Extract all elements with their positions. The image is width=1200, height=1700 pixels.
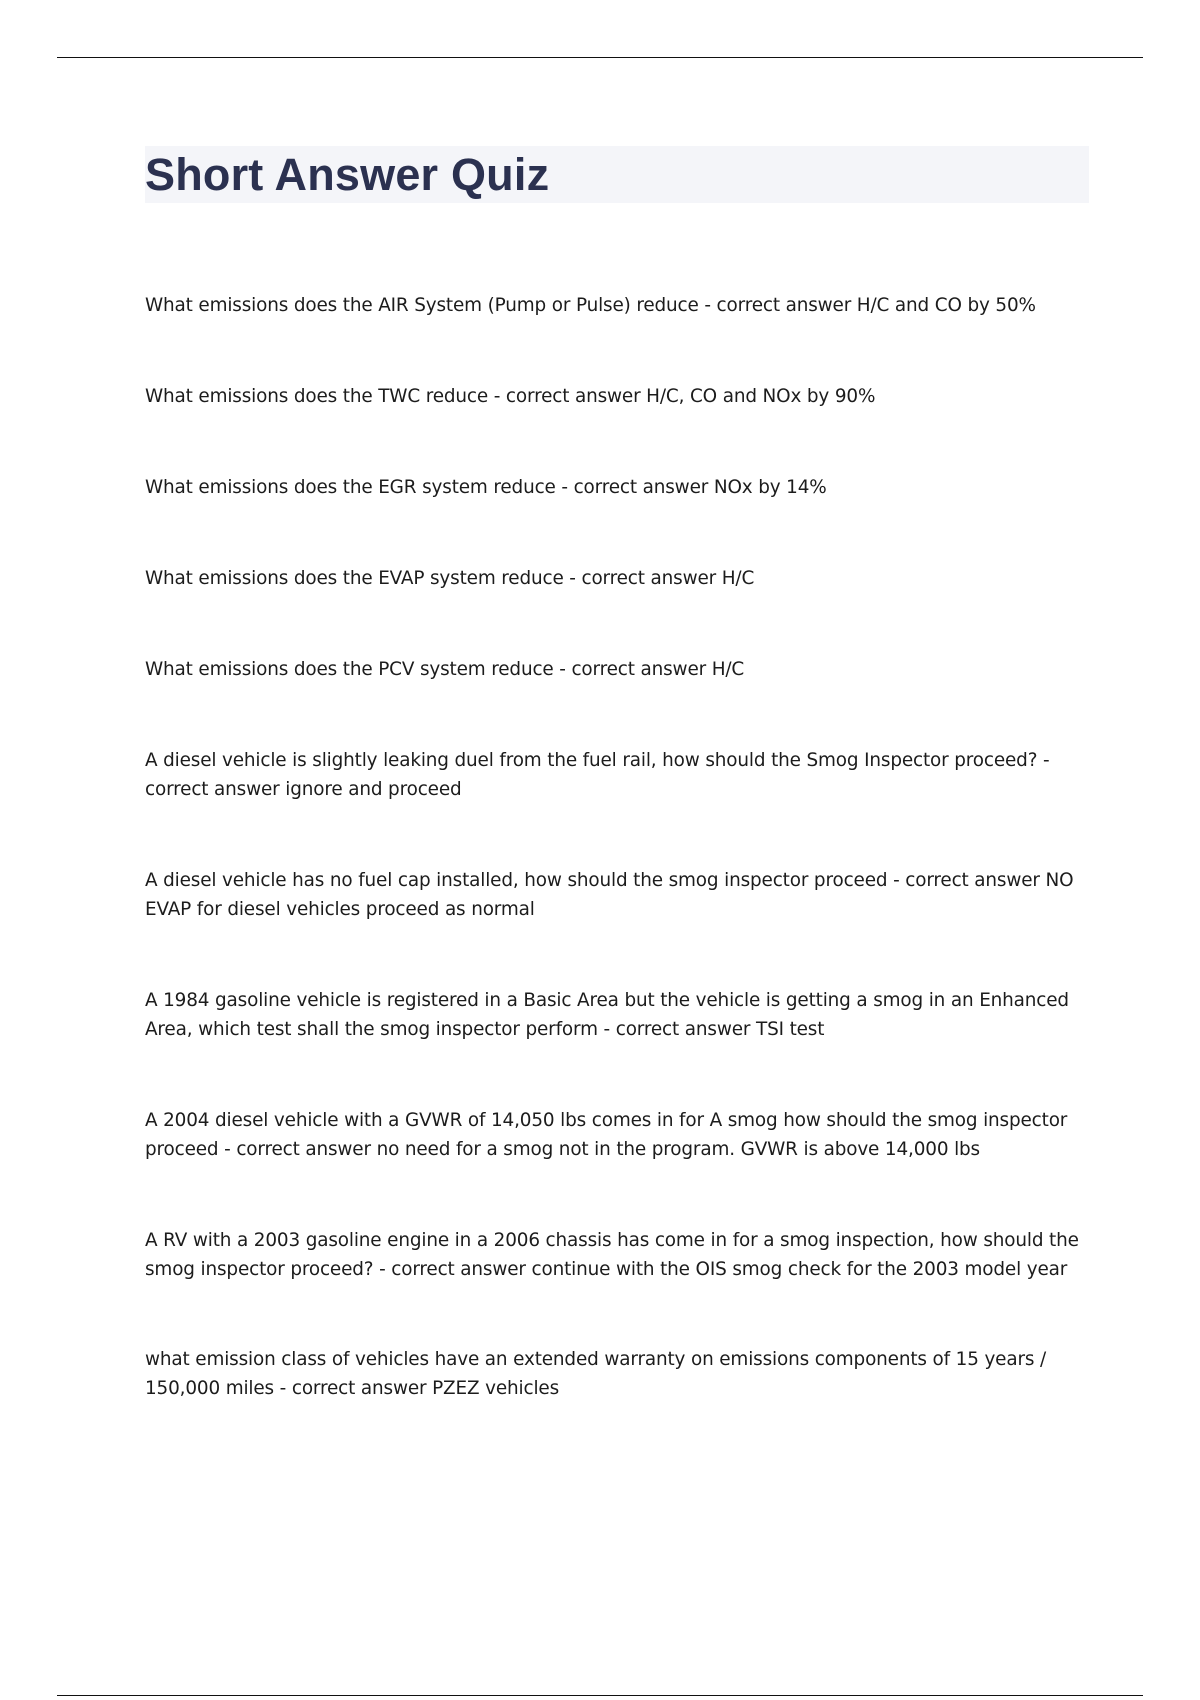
- qa-item: A 2004 diesel vehicle with a GVWR of 14,050 lbs comes in for A smog how should the smog inspector proceed - correct answer no need for a smog not in the program. GVWR is above 14,000 lbs: [145, 1110, 1068, 1160]
- qa-item: What emissions does the AIR System (Pump or Pulse) reduce - correct answer H/C and CO by 50%: [145, 295, 1036, 316]
- qa-item: A RV with a 2003 gasoline engine in a 2006 chassis has come in for a smog inspection, how should the smog inspector proceed? - correct answer continue with the OIS smog check for the 2003 model year: [145, 1230, 1079, 1280]
- bottom-rule: [57, 1695, 1143, 1696]
- qa-item: What emissions does the TWC reduce - correct answer H/C, CO and NOx by 90%: [145, 386, 876, 407]
- qa-item: What emissions does the EGR system reduce - correct answer NOx by 14%: [145, 477, 827, 498]
- qa-item: A diesel vehicle has no fuel cap installed, how should the smog inspector proceed - correct answer NO EVAP for diesel vehicles proceed as normal: [145, 870, 1074, 920]
- page-title: Short Answer Quiz: [145, 149, 550, 200]
- qa-item: What emissions does the EVAP system reduce - correct answer H/C: [145, 568, 755, 589]
- top-rule: [57, 57, 1143, 58]
- qa-item: what emission class of vehicles have an extended warranty on emissions components of 15 years / 150,000 miles - correct answer PZEZ vehicles: [145, 1349, 1047, 1399]
- qa-item: A 1984 gasoline vehicle is registered in a Basic Area but the vehicle is getting a smog in an Enhanced Area, which test shall the smog inspector perform - correct answer TSI test: [145, 990, 1069, 1040]
- qa-item: What emissions does the PCV system reduce - correct answer H/C: [145, 659, 745, 680]
- qa-item: A diesel vehicle is slightly leaking duel from the fuel rail, how should the Smog Inspector proceed? - correct answer ignore and proceed: [145, 750, 1050, 800]
